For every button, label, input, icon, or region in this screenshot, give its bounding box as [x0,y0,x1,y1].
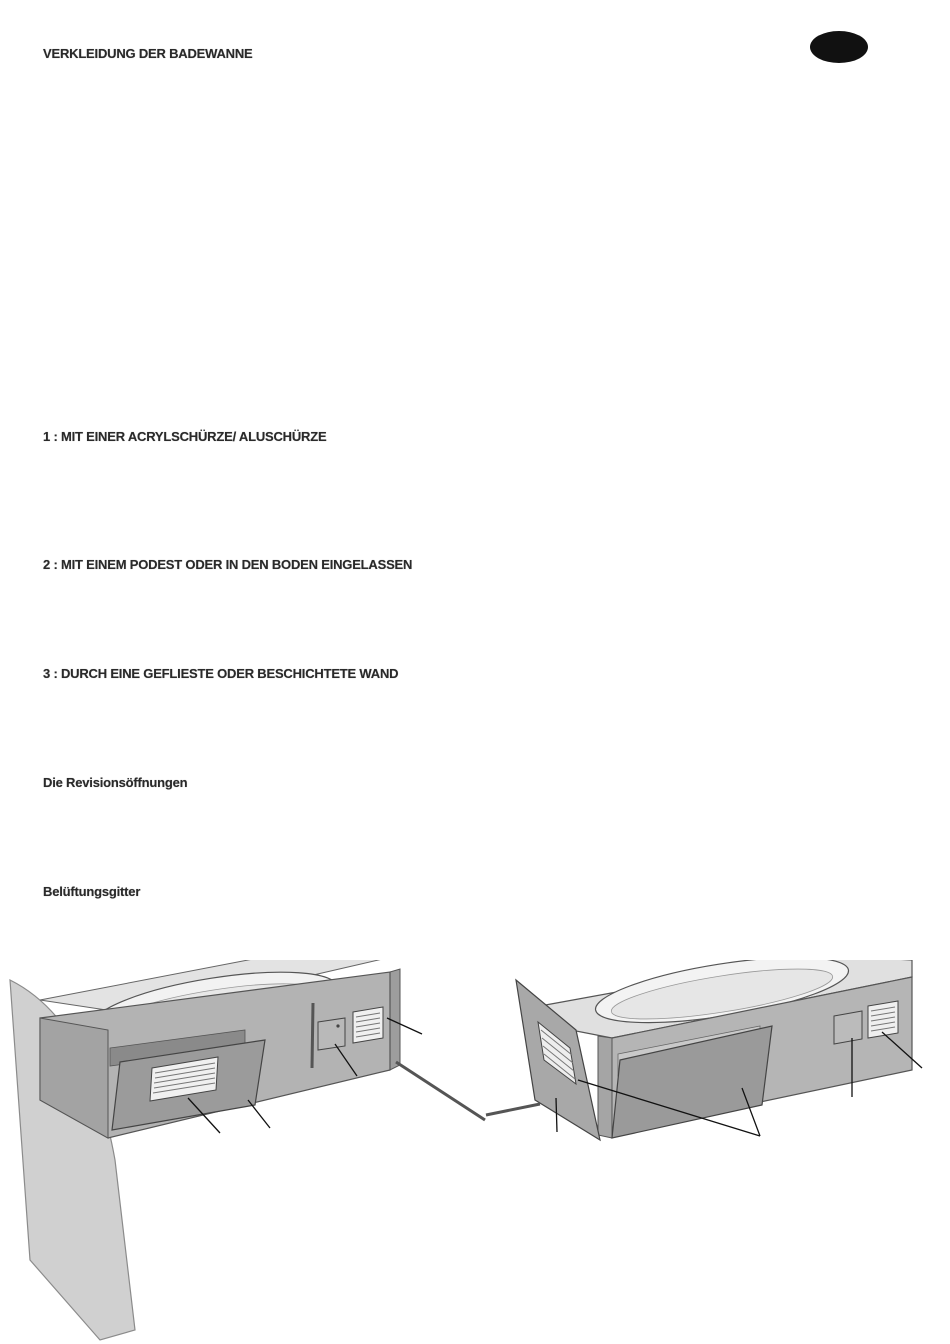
pipe-left-top [312,1003,313,1068]
callout-line [248,1100,270,1128]
section-heading-acrylic-apron: 1 : MIT EINER ACRYLSCHÜRZE/ ALUSCHÜRZE [43,429,327,444]
side-vent-icon [353,1007,383,1043]
language-badge [810,31,868,63]
inspection-hatch-icon [318,1018,345,1050]
illustrations [0,960,950,1344]
inspection-hatch-right-icon [834,1011,862,1044]
section-heading-podium: 2 : MIT EINEM PODEST ODER IN DEN BODEN EINGELASSEN [43,557,413,572]
page-title: VERKLEIDUNG DER BADEWANNE [43,46,253,61]
pipe-left-floor [396,1062,485,1120]
pipe-right-floor [486,1104,540,1115]
section-heading-ventilation-grille: Belüftungsgitter [43,884,141,899]
figure-left-bathtub [10,960,485,1340]
section-heading-inspection-openings: Die Revisionsöffnungen [43,775,188,790]
section-heading-tiled-wall: 3 : DURCH EINE GEFLIESTE ODER BESCHICHTETE WAND [43,666,399,681]
figure-right-bathtub [486,960,922,1140]
